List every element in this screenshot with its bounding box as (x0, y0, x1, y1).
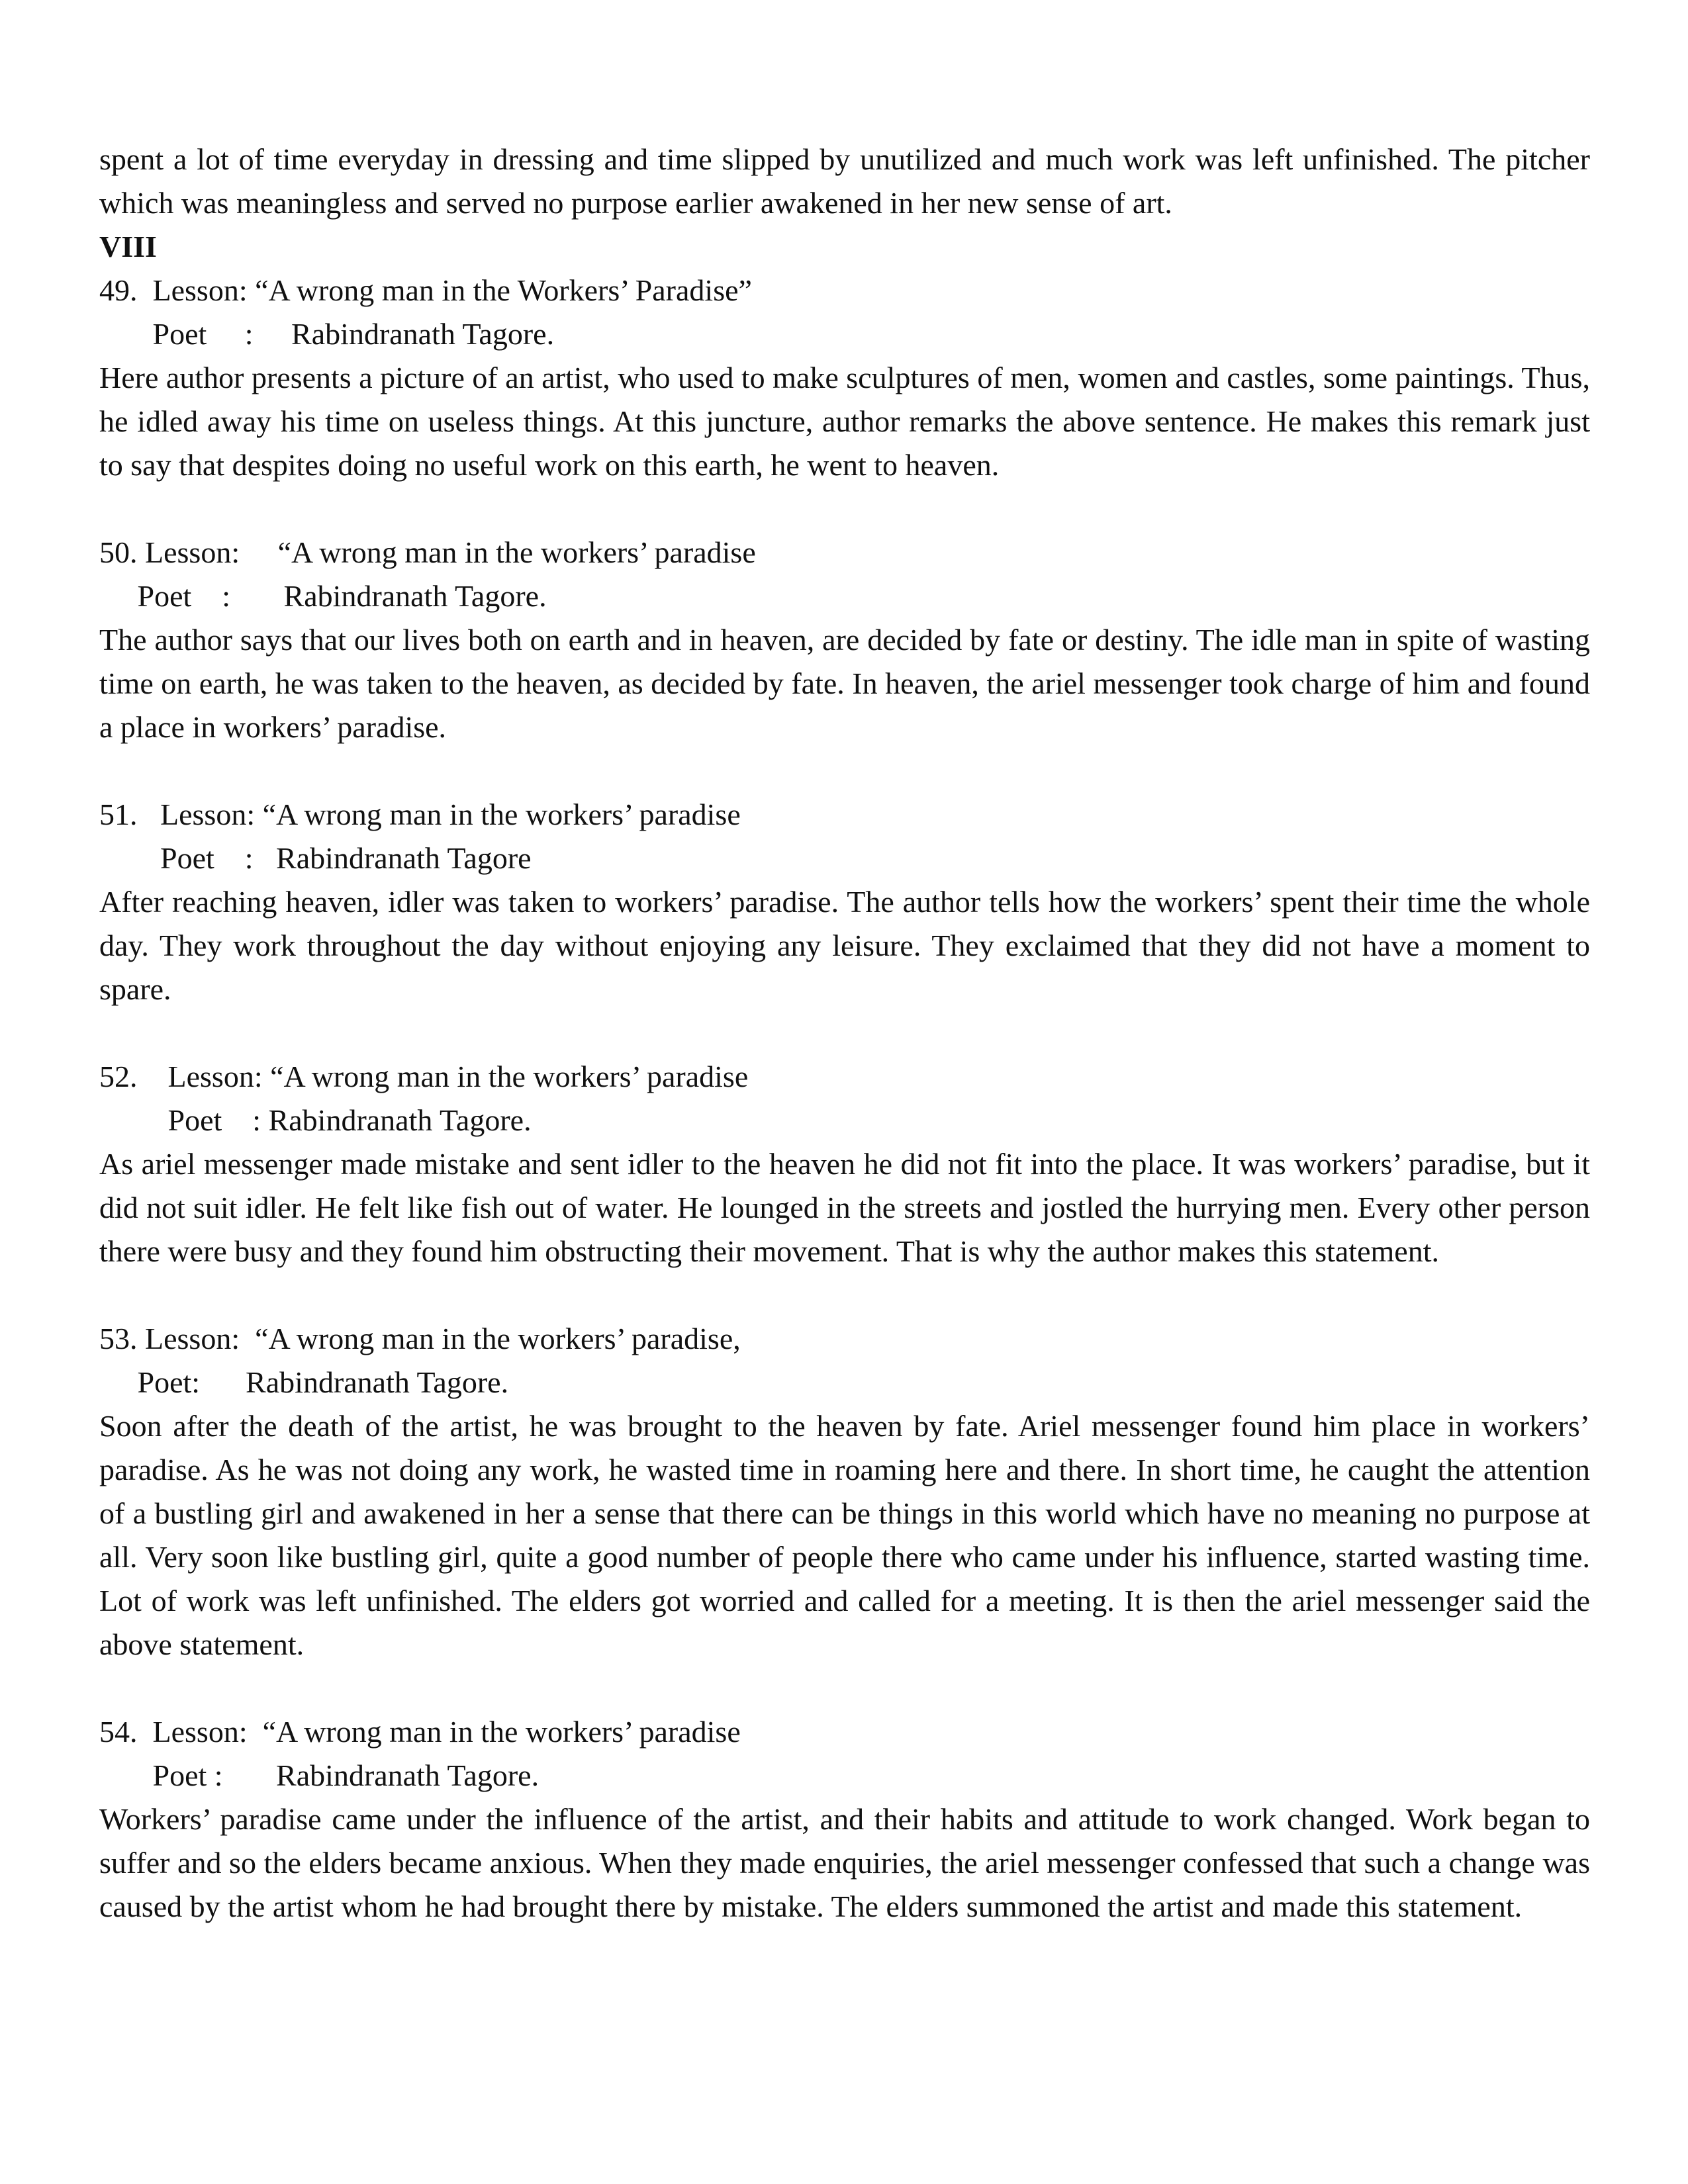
poet-line: Poet : Rabindranath Tagore. (99, 1758, 539, 1792)
answer-entry-52 (99, 1055, 1590, 1273)
section-heading: VIII (99, 230, 157, 263)
lesson-line: 50. Lesson: “A wrong man in the workers’ paradise (99, 535, 756, 569)
answer-entry-51 (99, 793, 1590, 1011)
answer-body: The author says that our lives both on earth and in heaven, are decided by fate or destiny. The idle man in spite of wasting time on earth, he was taken to the heaven, as decided by fate. In heaven, the ariel messenger took charge of him and found a place in workers’ paradise. (99, 623, 1590, 744)
answer-body: After reaching heaven, idler was taken to workers’ paradise. The author tells how the workers’ spent their time the whole day. They work throughout the day without enjoying any leisure. They exclaimed that they did not have a moment to spare. (99, 885, 1590, 1006)
answer-body: Workers’ paradise came under the influence of the artist, and their habits and attitude to work changed. Work began to suffer and so the elders became anxious. When they made enquiries, the ariel messenger confessed that such a change was caused by the artist whom he had brought there by mistake. The elders summoned the artist and made this statement. (99, 1802, 1590, 1923)
answer-entry-53 (99, 1317, 1590, 1666)
answer-body: Here author presents a picture of an artist, who used to make sculptures of men, women and castles, some paintings. Thus, he idled away his time on useless things. At this juncture, author remarks the above sentence. He makes this remark just to say that despites doing no useful work on this earth, he went to heaven. (99, 361, 1590, 482)
poet-line: Poet : Rabindranath Tagore. (99, 1103, 532, 1137)
lesson-line: 49. Lesson: “A wrong man in the Workers’ Paradise” (99, 273, 752, 307)
lesson-line: 54. Lesson: “A wrong man in the workers’ paradise (99, 1715, 741, 1749)
lesson-line: 52. Lesson: “A wrong man in the workers’ paradise (99, 1060, 749, 1093)
document-page (99, 138, 1590, 1929)
answer-body: Soon after the death of the artist, he was brought to the heaven by fate. Ariel messenger found him place in workers’ paradise. As he was not doing any work, he wasted time in roaming here and there. In short time, he caught the attention of a bustling girl and awakened in her a sense that there can be things in this world which have no meaning no purpose at all. Very soon like bustling girl, quite a good number of people there who came under his influence, started wasting time. Lot of work was left unfinished. The elders got worried and called for a meeting. It is then the ariel messenger said the above statement. (99, 1409, 1590, 1661)
answer-entry-49 (99, 269, 1590, 487)
poet-line: Poet : Rabindranath Tagore. (99, 317, 555, 351)
answer-entry-50 (99, 531, 1590, 749)
answer-body: As ariel messenger made mistake and sent idler to the heaven he did not fit into the place. It was workers’ paradise, but it did not suit idler. He felt like fish out of water. He lounged in the streets and jostled the hurrying men. Every other person there were busy and they found him obstructing their movement. That is why the author makes this statement. (99, 1147, 1590, 1268)
poet-line: Poet: Rabindranath Tagore. (99, 1365, 509, 1399)
answer-entry-54 (99, 1710, 1590, 1929)
poet-line: Poet : Rabindranath Tagore. (99, 579, 547, 613)
poet-line: Poet : Rabindranath Tagore (99, 841, 532, 875)
intro-paragraph: spent a lot of time everyday in dressing and time slipped by unutilized and much work was left unfinished. The pitcher which was meaningless and served no purpose earlier awakened in her new sense of art. (99, 142, 1590, 220)
lesson-line: 53. Lesson: “A wrong man in the workers’ paradise, (99, 1322, 741, 1355)
lesson-line: 51. Lesson: “A wrong man in the workers’ paradise (99, 797, 741, 831)
